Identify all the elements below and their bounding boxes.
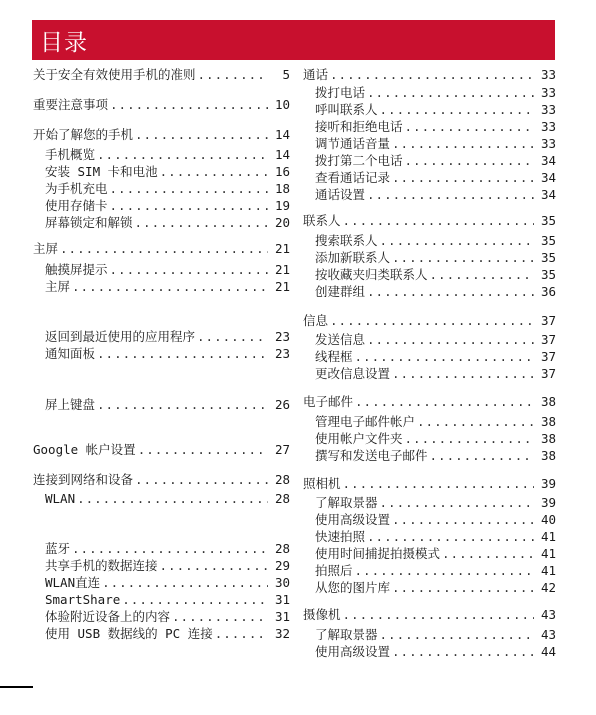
toc-entry-title: 蓝牙 <box>45 541 71 556</box>
toc-subentry[interactable] <box>33 346 290 362</box>
toc-entry-title: 使用高级设置 <box>315 512 391 527</box>
toc-dot-leader <box>390 136 534 152</box>
page-title: 目录 <box>40 29 88 56</box>
toc-entry-title: 关于安全有效使用手机的准则 <box>33 67 196 82</box>
toc-dot-leader <box>378 627 534 643</box>
toc-page-number: 43 <box>540 607 556 622</box>
toc-page-number: 31 <box>274 609 290 624</box>
toc-page-number: 21 <box>274 241 290 256</box>
toc-subentry[interactable] <box>303 170 556 186</box>
toc-entry-title: 主屏 <box>45 279 71 294</box>
toc-entry-title: 使用存储卡 <box>45 198 108 213</box>
toc-dot-leader <box>390 512 534 528</box>
toc-page-number: 28 <box>274 472 290 487</box>
toc-dot-leader <box>195 329 268 345</box>
toc-dot-leader <box>75 491 268 507</box>
toc-dot-leader <box>378 102 534 118</box>
toc-section-entry[interactable] <box>303 476 556 492</box>
toc-subentry[interactable] <box>33 609 290 625</box>
toc-subentry[interactable] <box>33 262 290 278</box>
toc-entry-title: 屏幕锁定和解锁 <box>45 215 133 230</box>
toc-subentry[interactable] <box>33 626 290 642</box>
toc-page-number: 33 <box>540 119 556 134</box>
toc-entry-title: 撰写和发送电子邮件 <box>315 448 428 463</box>
toc-dot-leader <box>133 127 268 143</box>
toc-entry-title: 查看通话记录 <box>315 170 391 185</box>
toc-page-number: 44 <box>540 644 556 659</box>
toc-dot-leader <box>365 529 534 545</box>
toc-subentry[interactable] <box>303 627 556 643</box>
toc-page-number: 5 <box>282 67 290 82</box>
toc-dot-leader <box>403 153 534 169</box>
toc-dot-leader <box>365 284 534 300</box>
toc-subentry[interactable] <box>303 495 556 511</box>
toc-dot-leader <box>58 241 268 257</box>
toc-subentry[interactable] <box>303 414 556 430</box>
toc-dot-leader <box>390 366 534 382</box>
toc-dot-leader <box>108 97 268 113</box>
toc-entry-title: 了解取景器 <box>315 495 378 510</box>
toc-page-number: 27 <box>274 442 290 457</box>
toc-subentry[interactable] <box>33 592 290 608</box>
toc-subentry[interactable] <box>33 198 290 214</box>
page-corner-line <box>0 686 33 688</box>
toc-dot-leader <box>95 346 268 362</box>
toc-entry-title: SmartShare <box>45 592 121 607</box>
toc-dot-leader <box>440 546 534 562</box>
toc-dot-leader <box>136 442 268 458</box>
toc-dot-leader <box>428 267 534 283</box>
toc-page-number: 14 <box>274 127 290 142</box>
toc-subentry[interactable] <box>303 119 556 135</box>
toc-entry-title: 拍照后 <box>315 563 353 578</box>
toc-subentry[interactable] <box>303 563 556 579</box>
toc-entry-title: 通话 <box>303 67 329 82</box>
toc-dot-leader <box>390 170 534 186</box>
toc-dot-leader <box>353 563 534 579</box>
toc-subentry[interactable] <box>33 215 290 231</box>
toc-entry-title: 共享手机的数据连接 <box>45 558 158 573</box>
toc-subentry[interactable] <box>303 153 556 169</box>
toc-page-number: 34 <box>540 153 556 168</box>
toc-entry-title: 屏上键盘 <box>45 397 96 412</box>
toc-page-number: 28 <box>274 491 290 506</box>
toc-page-number: 20 <box>274 215 290 230</box>
toc-page-number: 34 <box>540 187 556 202</box>
toc-entry-title: 拨打电话 <box>315 85 366 100</box>
toc-entry-title: 更改信息设置 <box>315 366 391 381</box>
toc-subentry[interactable] <box>33 181 290 197</box>
toc-page-number: 33 <box>540 85 556 100</box>
toc-page-number: 35 <box>540 267 556 282</box>
toc-entry-title: 呼叫联系人 <box>315 102 378 117</box>
toc-dot-leader <box>390 580 534 596</box>
toc-subentry[interactable] <box>303 102 556 118</box>
toc-page-number: 21 <box>274 279 290 294</box>
toc-subentry[interactable] <box>303 136 556 152</box>
toc-page-number: 38 <box>540 431 556 446</box>
toc-entry-title: 了解取景器 <box>315 627 378 642</box>
toc-page-number: 35 <box>540 233 556 248</box>
toc-entry-title: 电子邮件 <box>303 394 354 409</box>
toc-page-number: 10 <box>274 97 290 112</box>
toc-section-entry[interactable] <box>33 442 290 458</box>
toc-subentry[interactable] <box>33 279 290 295</box>
toc-section-entry[interactable] <box>33 241 290 257</box>
toc-subentry[interactable] <box>303 187 556 203</box>
toc-dot-leader <box>390 250 534 266</box>
toc-subentry[interactable] <box>303 284 556 300</box>
toc-page-number: 38 <box>540 448 556 463</box>
toc-entry-title: 主屏 <box>33 241 59 256</box>
toc-dot-leader <box>170 609 268 625</box>
toc-entry-title: WLAN直连 <box>45 575 101 590</box>
toc-page-number: 33 <box>540 67 556 82</box>
toc-entry-title: 安装 SIM 卡和电池 <box>45 164 158 179</box>
toc-page-number: 37 <box>540 313 556 328</box>
toc-entry-title: 发送信息 <box>315 332 366 347</box>
toc-page-number: 33 <box>540 102 556 117</box>
toc-dot-leader <box>108 181 268 197</box>
toc-page-number: 39 <box>540 476 556 491</box>
toc-dot-leader <box>133 215 268 231</box>
toc-entry-title: 搜索联系人 <box>315 233 378 248</box>
toc-header-banner <box>32 20 555 60</box>
toc-dot-leader <box>365 332 534 348</box>
toc-subentry[interactable] <box>33 164 290 180</box>
toc-entry-title: 使用高级设置 <box>315 644 391 659</box>
toc-entry-title: 通话设置 <box>315 187 366 202</box>
toc-dot-leader <box>390 644 534 660</box>
toc-subentry[interactable] <box>33 329 290 345</box>
toc-dot-leader <box>120 592 268 608</box>
toc-dot-leader <box>378 233 534 249</box>
toc-section-entry[interactable] <box>33 67 290 83</box>
toc-page-number: 32 <box>274 626 290 641</box>
toc-entry-title: 拨打第二个电话 <box>315 153 403 168</box>
toc-section-entry[interactable] <box>303 67 556 83</box>
toc-entry-title: 线程框 <box>315 349 353 364</box>
toc-subentry[interactable] <box>303 431 556 447</box>
toc-subentry[interactable] <box>303 366 556 382</box>
toc-entry-title: 使用时间捕捉拍摄模式 <box>315 546 441 561</box>
toc-dot-leader <box>403 119 534 135</box>
toc-subentry[interactable] <box>303 332 556 348</box>
toc-page-number: 37 <box>540 332 556 347</box>
toc-dot-leader <box>196 67 268 83</box>
toc-entry-title: Google 帐户设置 <box>33 442 136 457</box>
toc-dot-leader <box>403 431 534 447</box>
toc-subentry[interactable] <box>33 558 290 574</box>
toc-page-number: 42 <box>540 580 556 595</box>
toc-entry-title: 管理电子邮件帐户 <box>315 414 416 429</box>
toc-page-number: 21 <box>274 262 290 277</box>
toc-dot-leader <box>341 607 534 623</box>
toc-section-entry[interactable] <box>33 127 290 143</box>
toc-page-number: 37 <box>540 349 556 364</box>
toc-entry-title: 调节通话音量 <box>315 136 391 151</box>
toc-entry-title: 创建群组 <box>315 284 366 299</box>
toc-subentry[interactable] <box>33 147 290 163</box>
toc-page-number: 23 <box>274 346 290 361</box>
toc-section-entry[interactable] <box>303 313 556 329</box>
toc-dot-leader <box>133 472 268 488</box>
toc-dot-leader <box>353 394 534 410</box>
toc-entry-title: 使用 USB 数据线的 PC 连接 <box>45 626 213 641</box>
toc-entry-title: 快速拍照 <box>315 529 366 544</box>
toc-page-number: 41 <box>540 529 556 544</box>
toc-page-number: 28 <box>274 541 290 556</box>
toc-entry-title: 为手机充电 <box>45 181 108 196</box>
toc-page-number: 41 <box>540 563 556 578</box>
toc-entry-title: 联系人 <box>303 213 341 228</box>
toc-page-number: 35 <box>540 250 556 265</box>
toc-dot-leader <box>100 575 268 591</box>
toc-dot-leader <box>341 476 534 492</box>
toc-dot-leader <box>341 213 534 229</box>
toc-entry-title: 从您的图片库 <box>315 580 391 595</box>
toc-page-number: 41 <box>540 546 556 561</box>
toc-page-number: 39 <box>540 495 556 510</box>
toc-subentry[interactable] <box>303 580 556 596</box>
toc-dot-leader <box>213 626 268 642</box>
toc-dot-leader <box>70 279 268 295</box>
toc-page-number: 31 <box>274 592 290 607</box>
toc-page-number: 30 <box>274 575 290 590</box>
toc-dot-leader <box>108 262 268 278</box>
toc-entry-title: 开始了解您的手机 <box>33 127 134 142</box>
toc-entry-title: 通知面板 <box>45 346 96 361</box>
toc-page-number: 14 <box>274 147 290 162</box>
toc-entry-title: 照相机 <box>303 476 341 491</box>
toc-entry-title: 使用帐户文件夹 <box>315 431 403 446</box>
toc-entry-title: 重要注意事项 <box>33 97 109 112</box>
toc-dot-leader <box>158 558 268 574</box>
toc-entry-title: 按收藏夹归类联系人 <box>315 267 428 282</box>
toc-entry-title: 添加新联系人 <box>315 250 391 265</box>
toc-dot-leader <box>108 198 268 214</box>
toc-section-entry[interactable] <box>303 213 556 229</box>
toc-dot-leader <box>428 448 534 464</box>
toc-entry-title: 触摸屏提示 <box>45 262 108 277</box>
toc-dot-leader <box>378 495 534 511</box>
toc-dot-leader <box>353 349 534 365</box>
toc-entry-title: 信息 <box>303 313 329 328</box>
toc-dot-leader <box>365 187 534 203</box>
toc-entry-title: 手机概览 <box>45 147 96 162</box>
toc-page-number: 40 <box>540 512 556 527</box>
toc-page-number: 23 <box>274 329 290 344</box>
toc-section-entry[interactable] <box>33 97 290 113</box>
toc-entry-title: 连接到网络和设备 <box>33 472 134 487</box>
toc-dot-leader <box>95 397 268 413</box>
toc-page-number: 34 <box>540 170 556 185</box>
toc-entry-title: 摄像机 <box>303 607 341 622</box>
toc-entry-title: 接听和拒绝电话 <box>315 119 403 134</box>
toc-dot-leader <box>328 67 534 83</box>
toc-subentry[interactable] <box>33 541 290 557</box>
toc-page-number: 43 <box>540 627 556 642</box>
toc-page-number: 36 <box>540 284 556 299</box>
toc-page-number: 35 <box>540 213 556 228</box>
toc-page-number: 37 <box>540 366 556 381</box>
toc-subentry[interactable] <box>33 575 290 591</box>
toc-subentry[interactable] <box>303 448 556 464</box>
toc-dot-leader <box>365 85 534 101</box>
toc-dot-leader <box>415 414 534 430</box>
toc-page-number: 26 <box>274 397 290 412</box>
toc-subentry[interactable] <box>303 233 556 249</box>
toc-dot-leader <box>95 147 268 163</box>
toc-subentry[interactable] <box>303 250 556 266</box>
toc-dot-leader <box>328 313 534 329</box>
toc-dot-leader <box>70 541 268 557</box>
toc-subentry[interactable] <box>303 546 556 562</box>
toc-section-entry[interactable] <box>303 607 556 623</box>
toc-subentry[interactable] <box>303 85 556 101</box>
toc-page-number: 38 <box>540 414 556 429</box>
toc-subentry[interactable] <box>303 349 556 365</box>
toc-page-number: 29 <box>274 558 290 573</box>
toc-page-number: 19 <box>274 198 290 213</box>
toc-subentry[interactable] <box>303 529 556 545</box>
toc-section-entry[interactable] <box>303 394 556 410</box>
toc-subentry[interactable] <box>33 397 290 413</box>
toc-section-entry[interactable] <box>33 472 290 488</box>
toc-entry-title: 体验附近设备上的内容 <box>45 609 171 624</box>
toc-entry-title: 返回到最近使用的应用程序 <box>45 329 196 344</box>
toc-page-number: 38 <box>540 394 556 409</box>
toc-dot-leader <box>158 164 268 180</box>
toc-page-number: 18 <box>274 181 290 196</box>
toc-page-number: 16 <box>274 164 290 179</box>
toc-entry-title: WLAN <box>45 491 76 506</box>
toc-page-number: 33 <box>540 136 556 151</box>
toc-subentry[interactable] <box>33 491 290 507</box>
toc-subentry[interactable] <box>303 267 556 283</box>
toc-subentry[interactable] <box>303 512 556 528</box>
toc-subentry[interactable] <box>303 644 556 660</box>
